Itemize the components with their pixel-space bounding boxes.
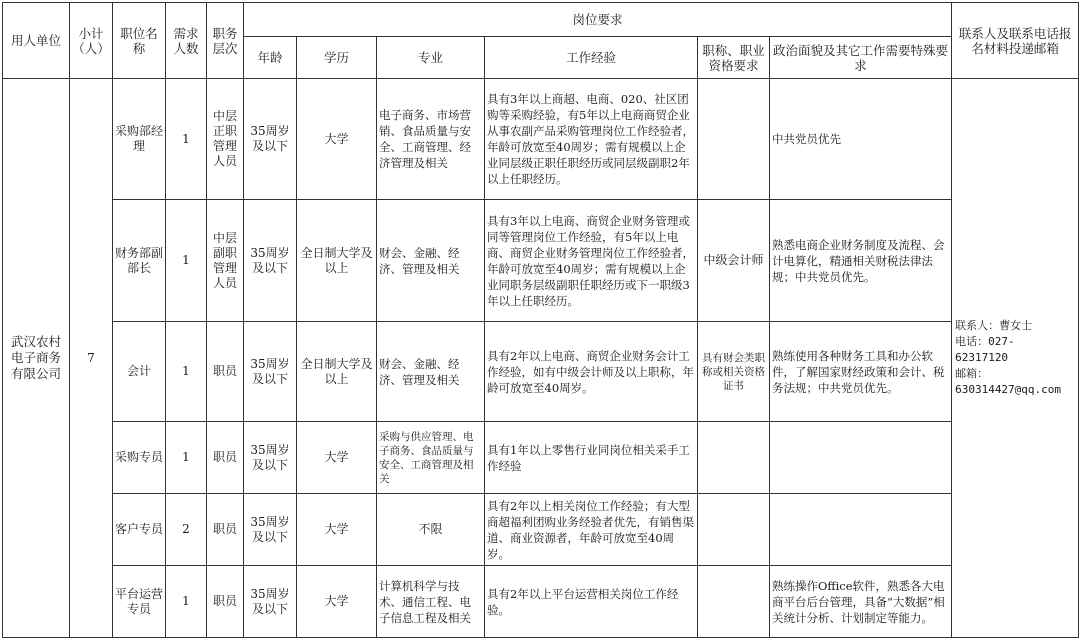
age-requirement: 35周岁及以下 [244, 322, 297, 422]
header-level: 职务层次 [207, 3, 244, 79]
education-requirement: 大学 [297, 494, 377, 566]
position-level: 职员 [207, 494, 244, 566]
experience-requirement: 具有2年以上平台运营相关岗位工作经验。 [485, 566, 698, 638]
header-experience: 工作经验 [485, 37, 698, 79]
table-row [3, 494, 1079, 566]
experience-requirement: 具有3年以上商超、电商、020、社区团购等采购经验，有5年以上电商商贸企业从事农副产品采购管理岗位工作经验者，年龄可放宽至40周岁；需有规模以上企业同层级正职任职经历或同层级副职2年以上任职经历。 [485, 79, 698, 200]
age-requirement: 35周岁及以下 [244, 79, 297, 200]
other-requirement: 熟练操作Office软件，熟悉各大电商平台后台管理，具备“大数据”相关统计分析、计划制定等能力。 [770, 566, 952, 638]
experience-requirement: 具有1年以上零售行业同岗位相关采手工作经验 [485, 422, 698, 494]
other-requirement: 熟悉电商企业财务制度及流程、会计电算化，精通相关财税法律法规；中共党员优先。 [770, 200, 952, 322]
position-level: 中层副职管理人员 [207, 200, 244, 322]
header-contact: 联系人及联系电话报名材料投递邮箱 [952, 3, 1079, 79]
demand-count: 1 [166, 566, 207, 638]
header-age: 年龄 [244, 37, 297, 79]
other-requirement [770, 494, 952, 566]
major-requirement: 财会、金融、经济、管理及相关 [377, 322, 485, 422]
major-requirement: 采购与供应管理、电子商务、食品质量与安全、工商管理及相关 [377, 422, 485, 494]
education-requirement: 大学 [297, 79, 377, 200]
subtotal-value: 7 [70, 79, 113, 638]
other-requirement: 中共党员优先 [770, 79, 952, 200]
experience-requirement: 具有2年以上相关岗位工作经验；有大型商超福利团购业务经验者优先，有销售渠道、商业资源者，年龄可放宽至40周岁。 [485, 494, 698, 566]
header-unit: 用人单位 [3, 3, 70, 79]
title-requirement [698, 79, 770, 200]
header-row-top [3, 3, 1079, 37]
position-level: 职员 [207, 422, 244, 494]
position-name: 会计 [113, 322, 166, 422]
age-requirement: 35周岁及以下 [244, 200, 297, 322]
other-requirement [770, 422, 952, 494]
unit-name: 武汉农村电子商务有限公司 [3, 79, 70, 638]
table-row [3, 79, 1079, 200]
position-level: 中层正职管理人员 [207, 79, 244, 200]
position-name: 平台运营专员 [113, 566, 166, 638]
header-title-req: 职称、职业资格要求 [698, 37, 770, 79]
table-row [3, 566, 1079, 638]
demand-count: 1 [166, 322, 207, 422]
demand-count: 1 [166, 200, 207, 322]
contact-email: 630314427@qq.com [955, 383, 1062, 396]
experience-requirement: 具有3年以上电商、商贸企业财务管理或同等管理岗位工作经验，有5年以上电商、商贸企业财务管理岗位工作经验者，年龄可放宽至40周岁；需有规模以上企业同职务层级副职任职经历或下一职级3年以上任职经历。 [485, 200, 698, 322]
title-requirement [698, 494, 770, 566]
contact-person: 联系人：曹女士 [955, 319, 1033, 332]
education-requirement: 大学 [297, 422, 377, 494]
education-requirement: 全日制大学及以上 [297, 200, 377, 322]
age-requirement: 35周岁及以下 [244, 566, 297, 638]
title-requirement: 中级会计师 [698, 200, 770, 322]
title-requirement: 具有财会类职称或相关资格证书 [698, 322, 770, 422]
title-requirement [698, 422, 770, 494]
header-requirements: 岗位要求 [244, 3, 952, 37]
contact-phone-label: 电话：027- [955, 335, 1015, 348]
header-other-req: 政治面貌及其它工作需要特殊要求 [770, 37, 952, 79]
table-row [3, 422, 1079, 494]
table-row [3, 200, 1079, 322]
demand-count: 2 [166, 494, 207, 566]
major-requirement: 电子商务、市场营销、食品质量与安全、工商管理、经济管理及相关 [377, 79, 485, 200]
table-row [3, 322, 1079, 422]
contact-email-label: 邮箱： [955, 367, 989, 380]
title-requirement [698, 566, 770, 638]
header-demand: 需求人数 [166, 3, 207, 79]
education-requirement: 大学 [297, 566, 377, 638]
header-major: 专业 [377, 37, 485, 79]
position-name: 客户专员 [113, 494, 166, 566]
position-level: 职员 [207, 322, 244, 422]
header-subtotal: 小计（人） [70, 3, 113, 79]
header-position: 职位名称 [113, 3, 166, 79]
contact-phone: 62317120 [955, 351, 1009, 364]
age-requirement: 35周岁及以下 [244, 494, 297, 566]
other-requirement: 熟练使用各种财务工具和办公软件，了解国家财经政策和会计、税务法规；中共党员优先。 [770, 322, 952, 422]
major-requirement: 计算机科学与技术、通信工程、电子信息工程及相关 [377, 566, 485, 638]
position-name: 采购部经理 [113, 79, 166, 200]
experience-requirement: 具有2年以上电商、商贸企业财务会计工作经验，如有中级会计师及以上职称，年龄可放宽至40周岁。 [485, 322, 698, 422]
recruitment-table [2, 2, 1079, 638]
header-education: 学历 [297, 37, 377, 79]
demand-count: 1 [166, 422, 207, 494]
position-name: 财务部副部长 [113, 200, 166, 322]
major-requirement: 财会、金融、经济、管理及相关 [377, 200, 485, 322]
education-requirement: 全日制大学及以上 [297, 322, 377, 422]
major-requirement: 不限 [377, 494, 485, 566]
position-level: 职员 [207, 566, 244, 638]
position-name: 采购专员 [113, 422, 166, 494]
contact-info [952, 79, 1079, 638]
demand-count: 1 [166, 79, 207, 200]
age-requirement: 35周岁及以下 [244, 422, 297, 494]
